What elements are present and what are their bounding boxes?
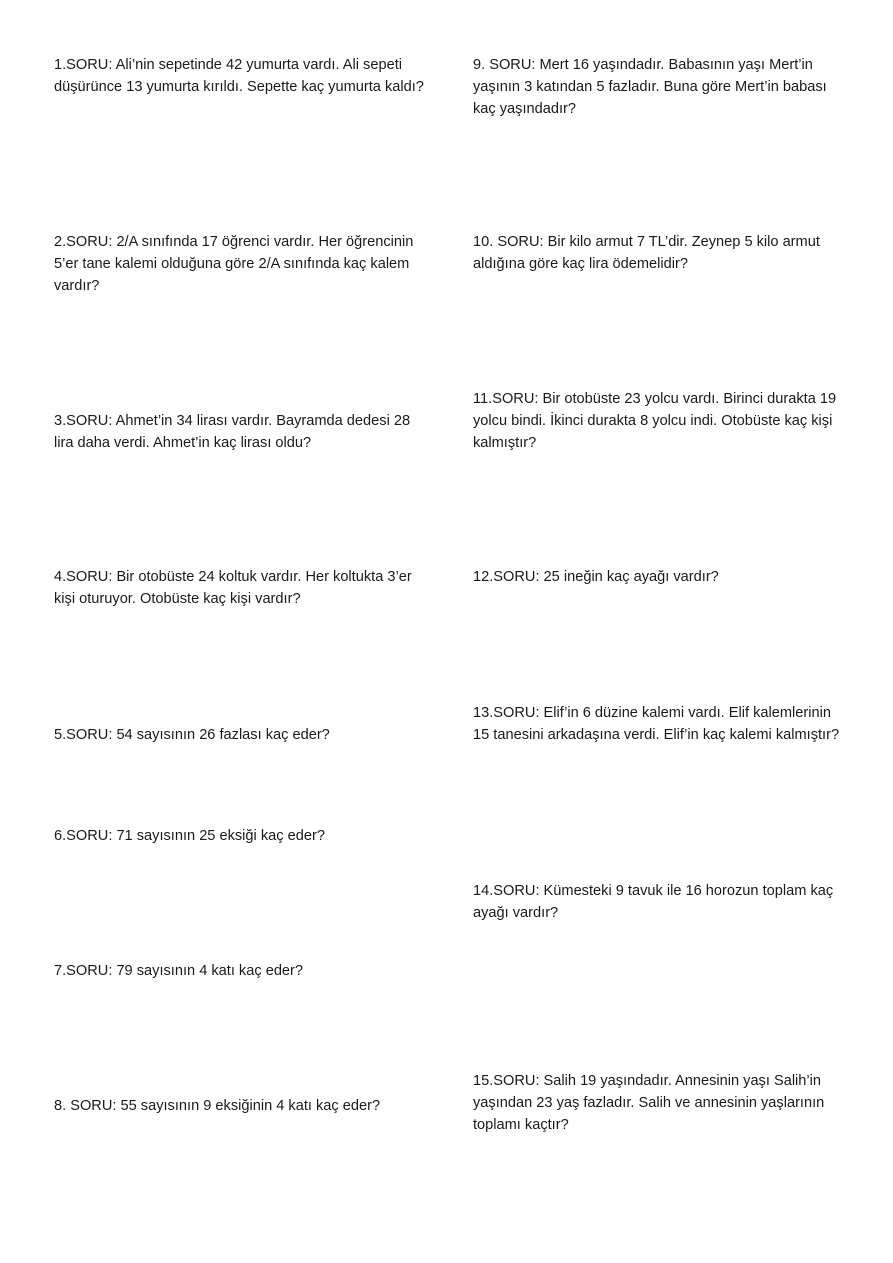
question-15: 15.SORU: Salih 19 yaşındadır. Annesinin yaşı Salih’in yaşından 23 yaş fazladır. Salih ve annesinin yaşlarının toplamı kaçtır? <box>473 1073 825 1133</box>
question-3: 3.SORU: Ahmet’in 34 lirası vardır. Bayramda dedesi 28 lira daha verdi. Ahmet’in kaç lirası oldu? <box>54 413 411 451</box>
question-6: 6.SORU: 71 sayısının 25 eksiği kaç eder? <box>54 828 325 844</box>
question-12: 12.SORU: 25 ineğin kaç ayağı vardır? <box>473 569 719 585</box>
question-1: 1.SORU: Ali’nin sepetinde 42 yumurta vardı. Ali sepeti düşürünce 13 yumurta kırıldı. Sepette kaç yumurta kaldı? <box>54 57 424 95</box>
question-9: 9. SORU: Mert 16 yaşındadır. Babasının yaşı Mert’in yaşının 3 katından 5 fazladır. Buna göre Mert’in babası kaç yaşındadır? <box>473 57 827 117</box>
question-11: 11.SORU: Bir otobüste 23 yolcu vardı. Birinci durakta 19 yolcu bindi. İkinci durakta 8 yolcu indi. Otobüste kaç kişi kalmıştır? <box>473 391 837 451</box>
question-13: 13.SORU: Elif’in 6 düzine kalemi vardı. Elif kalemlerinin 15 tanesini arkadaşına verdi. Elif’in kaç kalemi kalmıştır? <box>473 705 840 743</box>
question-2: 2.SORU: 2/A sınıfında 17 öğrenci vardır. Her öğrencinin 5’er tane kalemi olduğuna göre 2/A sınıfında kaç kalem vardır? <box>54 234 414 294</box>
question-4: 4.SORU: Bir otobüste 24 koltuk vardır. Her koltukta 3’er kişi oturuyor. Otobüste kaç kişi vardır? <box>54 569 412 607</box>
question-5: 5.SORU: 54 sayısının 26 fazlası kaç eder? <box>54 727 330 743</box>
question-7: 7.SORU: 79 sayısının 4 katı kaç eder? <box>54 963 304 979</box>
question-8: 8. SORU: 55 sayısının 9 eksiğinin 4 katı kaç eder? <box>54 1098 381 1114</box>
question-10: 10. SORU: Bir kilo armut 7 TL’dir. Zeynep 5 kilo armut aldığına göre kaç lira ödemelidir? <box>473 234 820 272</box>
question-14: 14.SORU: Kümesteki 9 tavuk ile 16 horozun toplam kaç ayağı vardır? <box>473 883 834 921</box>
